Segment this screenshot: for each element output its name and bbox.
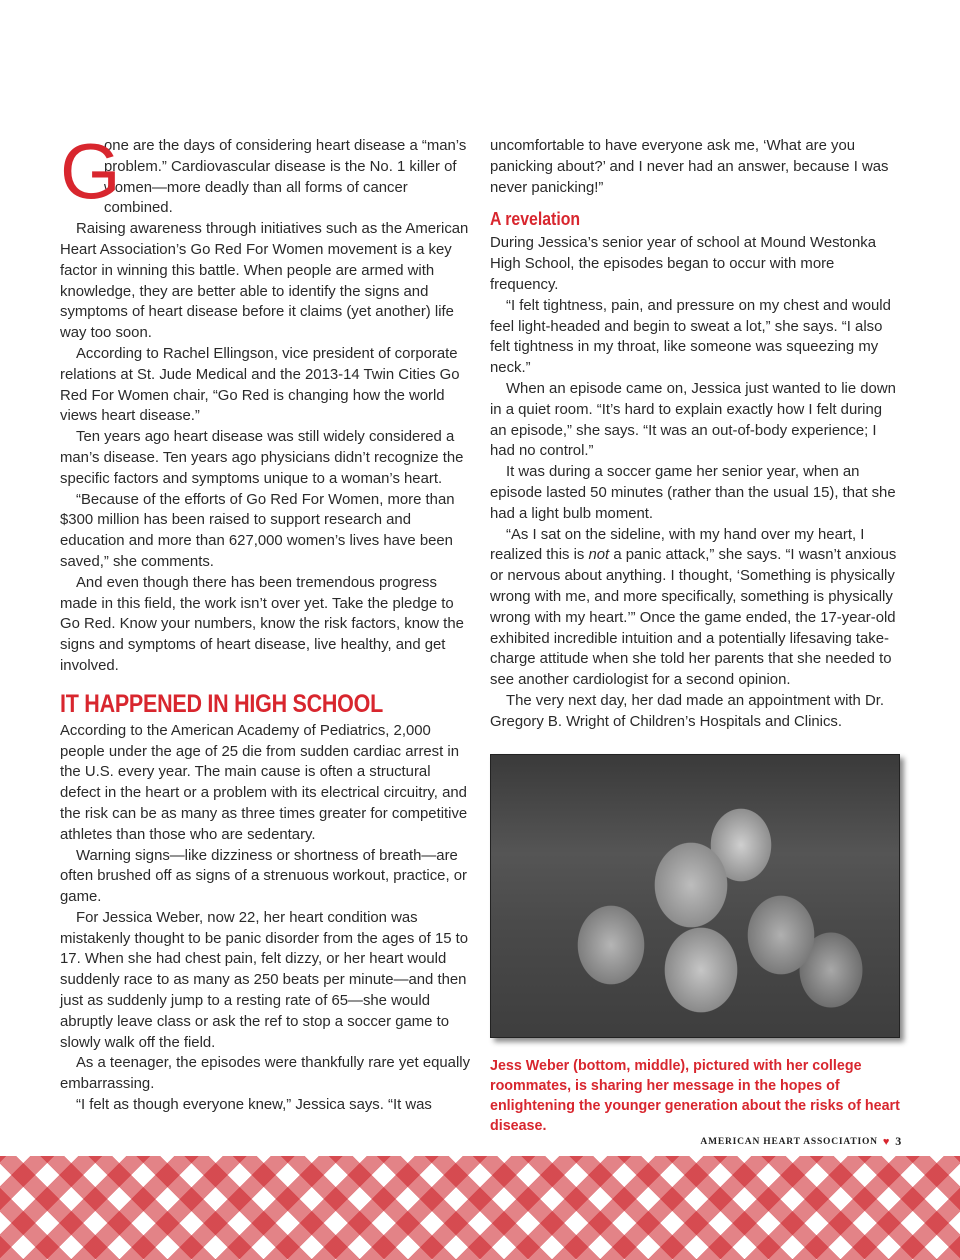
body-paragraph: When an episode came on, Jessica just wanted to lie down in a quiet room. “It’s hard to explain exactly how I felt during an episode,” she says. “It was an out-of-body experience; I had no control.” xyxy=(490,380,896,460)
body-paragraph: And even though there has been tremendous progress made in this field, the work isn’t over yet. Take the pledge to Go Red. Know your numbers, know the risk factors, know the signs and symptoms of heart disease, live healthy, and get involved. xyxy=(60,574,464,674)
page-footer xyxy=(700,1134,902,1149)
body-paragraph: The very next day, her dad made an appointment with Dr. Gregory B. Wright of Children’s Hospitals and Clinics. xyxy=(490,692,884,730)
body-paragraph: Warning signs—like dizziness or shortness of breath—are often brushed off as signs of a strenuous workout, practice, or game. xyxy=(60,847,467,906)
body-paragraph: According to the American Academy of Pediatrics, 2,000 people under the age of 25 die from sudden cardiac arrest in the U.S. every year. The main cause is often a structural defect in the heart or a problem with its electrical circuitry, and the risk can be as many as three times greater for competitive athletes than those who are sedentary. xyxy=(60,722,468,843)
quote-text: a panic attack,” she says. “I wasn’t anxious or nervous about anything. I thought, ‘Something is physically wrong with me, and more specifically, something is physically wrong with my heart.’” Once the game ended, the 17-year-old exhibited incredible intuition and a potentially lifesaving take-charge attitude when she told her parents that she needed to see another cardiologist for a second opinion. xyxy=(490,547,897,689)
heart-icon: ♥ xyxy=(882,1135,891,1148)
body-paragraph: During Jessica’s senior year of school at Mound Westonka High School, the episodes began to occur with more frequency. xyxy=(490,235,876,293)
left-column xyxy=(60,127,471,1116)
page-number: 3 xyxy=(895,1134,902,1148)
body-paragraph: According to Rachel Ellingson, vice president of corporate relations at St. Jude Medical and the 2013-14 Twin Cities Go Red For Women chair, “Go Red is changing how the world views heart disease.” xyxy=(60,345,460,425)
dropcap-letter: G xyxy=(60,127,121,215)
right-column xyxy=(490,136,902,733)
subheading: A revelation xyxy=(490,209,581,230)
body-paragraph: As a teenager, the episodes were thankfully rare yet equally embarrassing. xyxy=(60,1055,471,1093)
body-paragraph: “I felt tightness, pain, and pressure on my chest and would feel light-headed and begin to sweat a lot,” she says. “I also felt tightness in my throat, like someone was squeezing my neck.” xyxy=(490,297,891,377)
group-photo xyxy=(490,754,900,1038)
footer-org-name: AMERICAN HEART ASSOCIATION xyxy=(700,1136,878,1147)
photo-caption: Jess Weber (bottom, middle), pictured with her college roommates, is sharing her message in the hopes of enlightening the younger generation about the risks of heart disease. xyxy=(490,1058,900,1134)
body-paragraph xyxy=(490,525,902,691)
section-heading: IT HAPPENED IN HIGH SCHOOL xyxy=(60,689,383,718)
gingham-pattern-band xyxy=(0,1156,960,1260)
body-paragraph: “Because of the efforts of Go Red For Women, more than $300 million has been raised to support research and education and more than 627,000 women’s lives have been saved,” she comments. xyxy=(60,491,455,570)
intro-paragraph xyxy=(60,127,470,219)
body-paragraph: Raising awareness through initiatives such as the American Heart Association’s Go Red For Women movement is a key factor in winning this battle. When people are armed with knowledge, they are better able to identify the signs and symptoms of heart disease before it claims (yet another) life way too soon. xyxy=(60,221,469,342)
emphasis-text: not xyxy=(588,547,610,564)
body-paragraph: For Jessica Weber, now 22, her heart condition was mistakenly thought to be panic disorder from the ages of 15 to 17. When she had chest pain, felt dizzy, or her heart would suddenly race to as many as 250 beats per minute—and then just as suddenly jump to a resting rate of 65—she would abruptly leave class or ask the ref to stop a soccer game to slowly walk off the field. xyxy=(60,909,469,1051)
body-paragraph: uncomfortable to have everyone ask me, ‘What are you panicking about?’ and I never had an answer, because I was never panicking!” xyxy=(490,138,889,196)
quote-text: “As I sat on the sideline, with my hand over my heart, I realized this is xyxy=(490,526,865,564)
body-paragraph: “I felt as though everyone knew,” Jessica says. “It was xyxy=(76,1097,432,1114)
body-paragraph: Ten years ago heart disease was still widely considered a man’s disease. Ten years ago physicians didn’t recognize the specific factors and symptoms unique to a woman’s heart. xyxy=(60,429,464,487)
intro-text: one are the days of considering heart disease a “man’s problem.” Cardiovascular disease is the No. 1 killer of women—more deadly than all forms of cancer combined. xyxy=(104,138,467,217)
body-paragraph: It was during a soccer game her senior year, when an episode lasted 50 minutes (rather than the usual 15), that she had a light bulb moment. xyxy=(490,464,896,522)
